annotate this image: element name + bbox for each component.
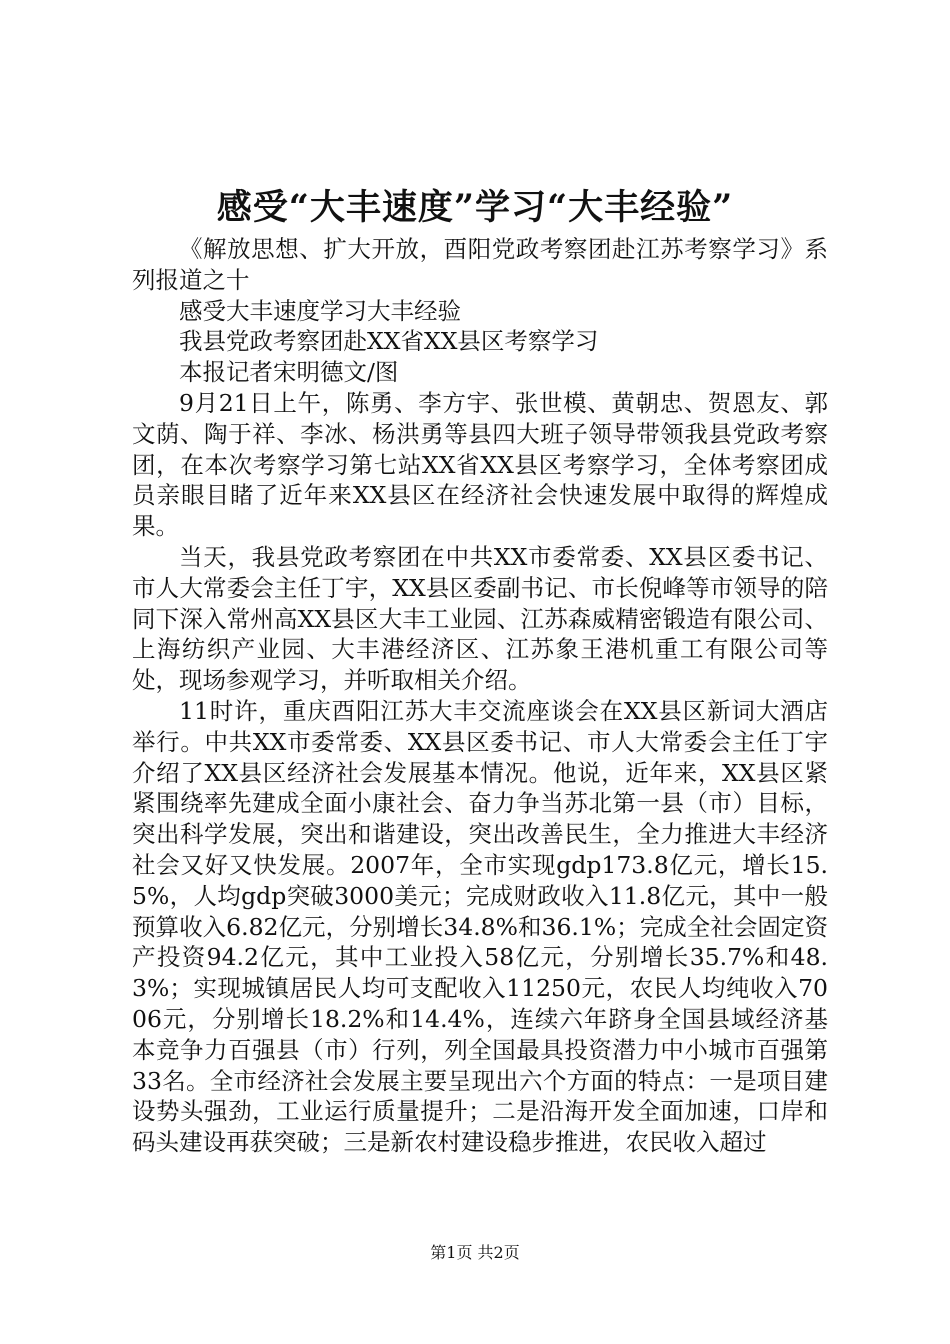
article-body — [132, 234, 828, 1158]
paragraph: 9月21日上午，陈勇、李方宇、张世模、黄朝忠、贺恩友、郭文荫、陶于祥、李冰、杨洪勇等县四大班子领导带领我县党政考察团，在本次考察学习第七站XX省XX县区考察学习，全体考察团成员亲眼目睹了近年来XX县区在经济社会快速发展中取得的辉煌成果。 — [132, 388, 828, 541]
paragraph: 11时许，重庆酉阳江苏大丰交流座谈会在XX县区新词大酒店举行。中共XX市委常委、XX县区委书记、市人大常委会主任丁宇介绍了XX县区经济社会发展基本情况。他说，近年来，XX县区紧紧围绕率先建成全面小康社会、奋力争当苏北第一县（市）目标，突出科学发展，突出和谐建设，突出改善民生，全力推进大丰经济社会又好又快发展。2007年，全市实现gdp173.8亿元，增长15.5%，人均gdp突破3000美元；完成财政收入11.8亿元，其中一般预算收入6.82亿元，分别增长34.8%和36.1%；完成全社会固定资产投资94.2亿元，其中工业投入58亿元，分别增长35.7%和48.3%；实现城镇居民人均可支配收入11250元，农民人均纯收入7006元，分别增长18.2%和14.4%，连续六年跻身全国县域经济基本竞争力百强县（市）行列，列全国最具投资潜力中小城市百强第33名。全市经济社会发展主要呈现出六个方面的特点：一是项目建设势头强劲，工业运行质量提升；二是沿海开发全面加速，口岸和码头建设再获突破；三是新农村建设稳步推进，农民收入超过 — [132, 696, 828, 1157]
document-title: 感受“大丰速度”学习“大丰经验” — [216, 187, 734, 228]
paragraph: 当天，我县党政考察团在中共XX市委常委、XX县区委书记、市人大常委会主任丁宇，XX县区委副书记、市长倪峰等市领导的陪同下深入常州高XX县区大丰工业园、江苏森威精密锻造有限公司、上海纺织产业园、大丰港经济区、江苏象王港机重工有限公司等处，现场参观学习，并听取相关介绍。 — [132, 542, 828, 695]
subtitle: 感受大丰速度学习大丰经验 — [179, 296, 461, 325]
page-footer: 第1页 共2页 — [430, 1243, 520, 1262]
series-heading: 《解放思想、扩大开放，酉阳党政考察团赴江苏考察学习》系列报道之十 — [132, 235, 828, 294]
subheading: 我县党政考察团赴XX省XX县区考察学习 — [179, 327, 599, 356]
byline: 本报记者宋明德文/图 — [179, 358, 399, 387]
